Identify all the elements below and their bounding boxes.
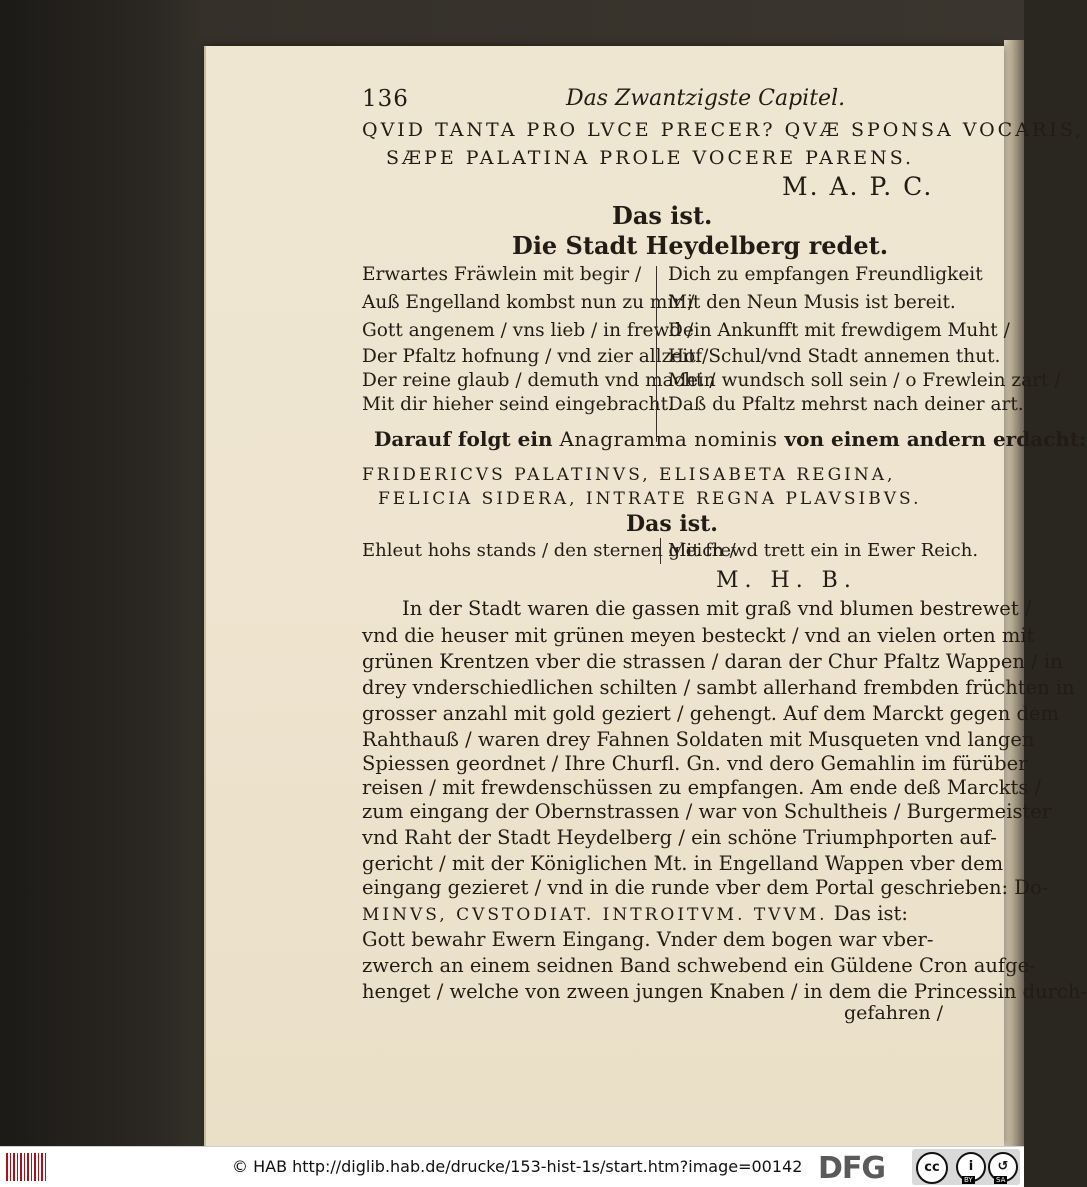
prose-line: Gott bewahr Ewern Eingang. Vnder dem bogen war vber- [362, 928, 934, 951]
prose-line: zum eingang der Obernstrassen / war von Schultheis / Burgermeister [362, 800, 1052, 823]
cc-sa-label: SA [996, 1176, 1006, 1184]
heading-das-ist: Das ist. [612, 201, 713, 230]
verse-right-line: Hof/Schul/vnd Stadt annemen thut. [668, 346, 1001, 367]
heading-das-ist-2: Das ist. [626, 511, 718, 537]
footer-credit-link[interactable]: © HAB http://diglib.hab.de/drucke/153-hist-1s/start.htm?image=00142 [232, 1157, 803, 1176]
prose-line: drey vnderschiedlichen schilten / sambt allerhand frembden früchten in [362, 676, 1075, 699]
latin-line-1: QVID TANTA PRO LVCE PRECER? QVÆ SPONSA VOCARIS, [362, 119, 1085, 141]
catchword: gefahren / [844, 1002, 944, 1024]
anagram-intro [374, 427, 1086, 451]
running-title: Das Zwantzigste Capitel. [566, 86, 846, 111]
footer-bar [0, 1146, 1024, 1187]
cc-sa-icon: ↺ [988, 1152, 1018, 1182]
prose-line: eingang gezieret / vnd in die runde vber dem Portal geschrieben: Do- [362, 876, 1049, 899]
verse-left-line: Der Pfaltz hofnung / vnd zier allzeit. [362, 346, 702, 367]
verse-right-line: Dein Ankunfft mit frewdigem Muht / [668, 320, 1010, 341]
cc-icon: cc [916, 1152, 948, 1184]
prose-caps-line [362, 902, 908, 925]
prose-line: gericht / mit der Königlichen Mt. in Engelland Wappen vber dem [362, 852, 1004, 875]
verse-right-line: Mein wundsch soll sein / o Frewlein zart / [668, 370, 1061, 391]
heading-stadt-redet: Die Stadt Heydelberg redet. [512, 231, 889, 260]
signature-mhb: M. H. B. [716, 568, 857, 593]
verse-left-line: Erwartes Fräwlein mit begir / [362, 264, 642, 285]
prose-latin-caps: MINVS, CVSTODIAT. INTROITVM. TVVM. [362, 905, 828, 925]
prose-line: grünen Krentzen vber die strassen / daran der Chur Pfaltz Wappen / in [362, 650, 1063, 673]
anagram-intro-pre: Darauf folgt ein [374, 427, 560, 451]
verse-right-line: Mit den Neun Musis ist bereit. [668, 292, 956, 313]
verse-left-line: Mit dir hieher seind eingebracht. [362, 394, 674, 415]
couplet-right: Mit frewd trett ein in Ewer Reich. [668, 540, 979, 561]
verse-left-line: Gott angenem / vns lieb / in frewd / [362, 320, 694, 341]
prose-line: zwerch an einem seidnen Band schwebend ein Güldene Cron aufge- [362, 954, 1036, 977]
anagram-line-1: FRIDERICVS PALATINVS, ELISABETA REGINA, [362, 465, 896, 485]
verse-column-divider [656, 266, 657, 442]
cc-license-badge[interactable] [912, 1149, 1020, 1185]
prose-line: henget / welche von zween jungen Knaben / in dem die Princessin durch- [362, 980, 1087, 1003]
latin-line-2: SÆPE PALATINA PROLE VOCERE PARENS. [386, 147, 915, 169]
verse-right-line: Daß du Pfaltz mehrst nach deiner art. [668, 394, 1024, 415]
anagram-line-2: FELICIA SIDERA, INTRATE REGNA PLAVSIBVS. [378, 489, 922, 509]
barcode-icon [6, 1153, 48, 1181]
couplet-divider [660, 538, 661, 564]
verse-left-line: Der reine glaub / demuth vnd macht / [362, 370, 716, 391]
anagram-intro-latin: Anagramma nominis [559, 427, 778, 451]
prose-line: vnd Raht der Stadt Heydelberg / ein schöne Triumphporten auf- [362, 826, 997, 849]
prose-line: vnd die heuser mit grünen meyen besteckt / vnd an vielen orten mit [362, 624, 1035, 647]
couplet-left: Ehleut hohs stands / den sternen gleich / [362, 540, 736, 561]
cc-by-icon: i [956, 1152, 986, 1182]
signature-mapc: M. A. P. C. [782, 172, 934, 201]
prose-line: Rahthauß / waren drey Fahnen Soldaten mit Musqueten vnd langen [362, 728, 1035, 751]
anagram-intro-post: von einem andern erdacht: [777, 427, 1087, 451]
prose-das-ist: Das ist: [827, 902, 908, 925]
verse-right-line: Dich zu empfangen Freundligkeit [668, 264, 983, 285]
prose-line: grosser anzahl mit gold geziert / gehengt. Auf dem Marckt gegen dem [362, 702, 1059, 725]
prose-line: reisen / mit frewdenschüssen zu empfangen. Am ende deß Marckts / [362, 776, 1042, 799]
page-number: 136 [362, 86, 409, 112]
prose-line: Spiessen geordnet / Ihre Churfl. Gn. vnd dero Gemahlin im fürüber [362, 752, 1028, 775]
prose-line: In der Stadt waren die gassen mit graß vnd blumen bestrewet / [402, 597, 1032, 620]
verse-left-line: Auß Engelland kombst nun zu mir / [362, 292, 695, 313]
cc-by-label: BY [964, 1176, 973, 1184]
dfg-logo[interactable]: DFG [818, 1151, 886, 1186]
